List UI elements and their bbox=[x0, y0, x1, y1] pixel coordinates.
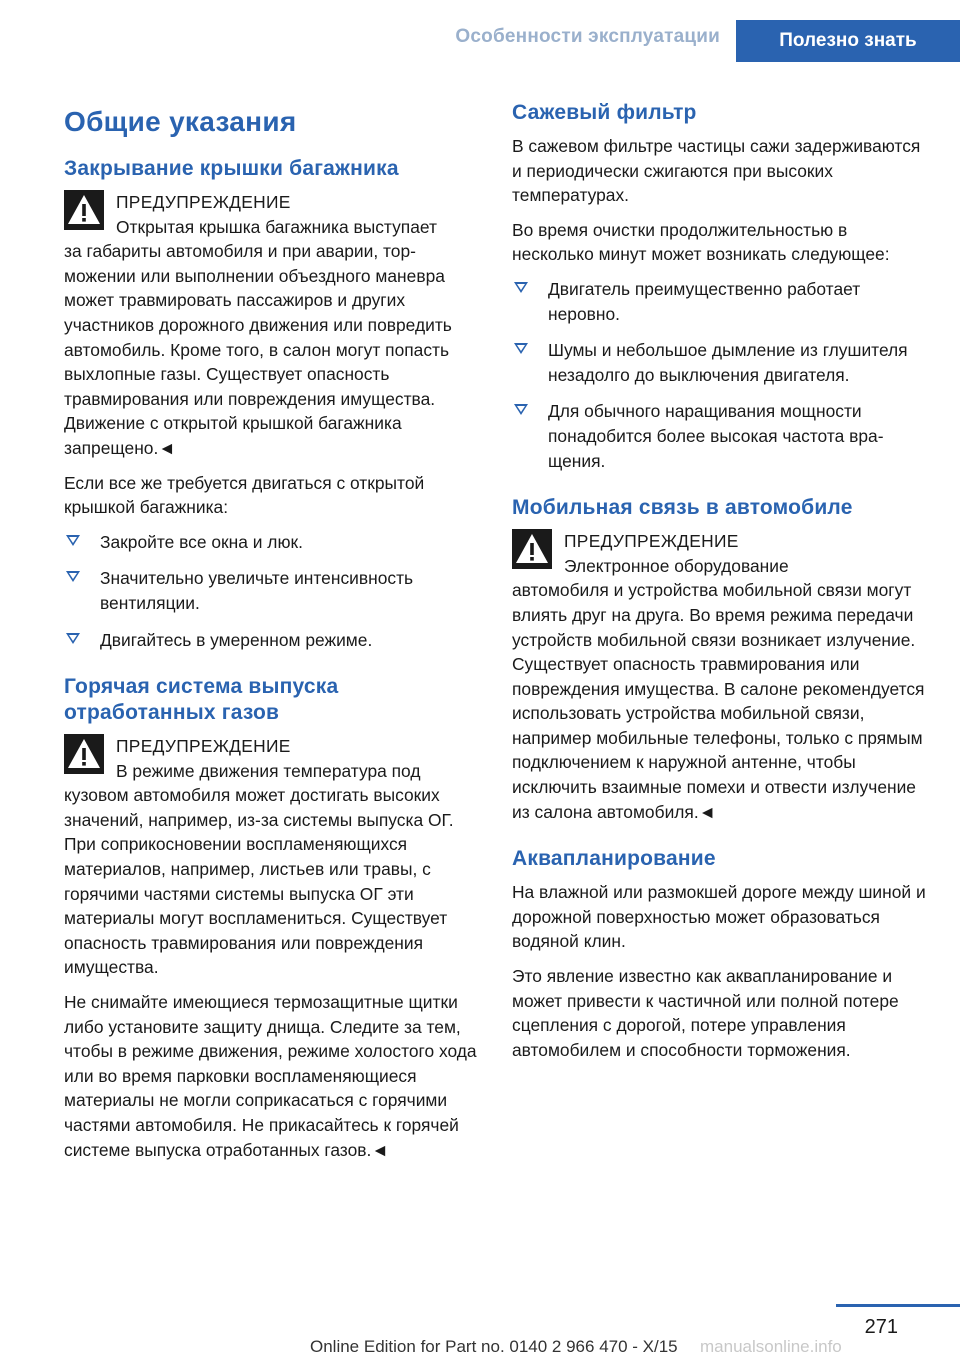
soot-heading: Сажевый фильтр bbox=[512, 101, 697, 124]
trunk-heading: Закрывание крышки багажника bbox=[64, 157, 399, 180]
trunk-intro: Если все же требуется двигаться с открытой крышкой багажника: bbox=[64, 472, 425, 518]
header-chapter-tab[interactable]: Полезно знать bbox=[736, 20, 960, 62]
page-number: 271 bbox=[864, 1316, 898, 1338]
exhaust-text: Не снимайте имеющиеся термозащитные щитки либо установите защиту днища. Следите за тем, чтобы в режиме движения, режиме холостого хода или во время парковки воспламеняющиеся материалы не могли соприкасаться с горячими частями автомобиля. Не прикасайтесь к горячей системе выпуска отработанных газов.◄ bbox=[64, 992, 477, 1160]
aquaplaning-paragraph-1: На влажной или размокшей дороге между шиной и дорожной поверхностью может образоваться водяной клин. bbox=[512, 882, 926, 952]
watermark-text: manualsonline.info bbox=[700, 1337, 842, 1356]
page-number-rule bbox=[836, 1304, 960, 1307]
warning-triangle-icon bbox=[512, 529, 552, 569]
bullet-triangle-icon bbox=[514, 343, 528, 354]
aquaplaning-paragraph-2: Это явление известно как аквапланирование и может привести к частичной или полной потере сцепления с дорогой, потере управления автомобилем и способности торможения. bbox=[512, 966, 899, 1060]
warning-lead: Электронное оборудование bbox=[564, 555, 789, 576]
warning-title: ПРЕДУПРЕЖДЕНИЕ bbox=[116, 192, 291, 212]
warning-title: ПРЕДУПРЕЖДЕНИЕ bbox=[564, 531, 739, 552]
warning-triangle-icon bbox=[64, 190, 104, 230]
warning-lead: В режиме движения температура под bbox=[116, 760, 421, 781]
soot-paragraph-1: В сажевом фильтре частицы сажи задерживаются и периодически сжигаются при высоких температурах. bbox=[512, 136, 921, 206]
bullet-triangle-icon bbox=[66, 633, 80, 644]
bullet-triangle-icon bbox=[66, 535, 80, 546]
warning-lead: Открытая крышка багажника выступает bbox=[116, 216, 437, 237]
soot-paragraph-2: Во время очистки продолжительностью в несколько минут может возникать следующее: bbox=[512, 219, 890, 265]
header-section-title: Особенности эксплуатации bbox=[455, 26, 720, 47]
warning-title: ПРЕДУПРЕЖДЕНИЕ bbox=[116, 736, 291, 757]
exhaust-warning bbox=[64, 734, 480, 980]
list-item: Значительно увеличьте интенсивность вентиляции. bbox=[64, 566, 480, 615]
list-item: Шумы и небольшое дымление из глушителя незадолго до выключения двигателя. bbox=[512, 338, 928, 387]
warning-text: за габариты автомобиля и при аварии, торможении или выполнении объездного маневра может травмировать пассажиров и других участников дорожного движения или повредить автомобиль. Кроме того, в салон могут попасть выхлопные газы. Существует опасность травмирования или повреждения имущества. Движение с открытой крышкой багажника запрещено.◄ bbox=[64, 241, 452, 458]
page-header bbox=[0, 0, 960, 62]
list-item: Двигайтесь в умеренном режиме. bbox=[64, 628, 480, 653]
bullet-triangle-icon bbox=[514, 404, 528, 415]
aquaplaning-heading: Аквапланирование bbox=[512, 847, 716, 871]
left-column bbox=[64, 100, 480, 1172]
bullet-triangle-icon bbox=[66, 571, 80, 582]
warning-triangle-icon bbox=[64, 734, 104, 774]
bullet-triangle-icon bbox=[514, 282, 528, 293]
mobile-heading: Мобильная связь в автомобиле bbox=[512, 496, 853, 520]
soot-bullet-list bbox=[512, 277, 928, 473]
page-title: Общие указания bbox=[64, 106, 297, 137]
mobile-warning bbox=[512, 529, 928, 824]
trunk-warning bbox=[64, 190, 480, 461]
list-item: Закройте все окна и люк. bbox=[64, 530, 480, 555]
warning-text: кузовом автомобиля может достигать высоких значений, например, из-за системы выпуска ОГ. При соприкосновении воспламеняющихся материалов, например, листьев или травы, с горячими частями системы выпуска ОГ эти материалы могут воспламениться. Существует опасность травмирования или повреждения имущества. bbox=[64, 785, 454, 978]
exhaust-heading: Горячая система выпуска отработанных газов bbox=[64, 675, 339, 725]
right-column bbox=[512, 100, 928, 1072]
edition-footer: Online Edition for Part no. 0140 2 966 470 - X/15 bbox=[310, 1337, 678, 1356]
trunk-bullet-list bbox=[64, 530, 480, 652]
list-item: Для обычного наращивания мощности понадобится более высокая частота вращения. bbox=[512, 399, 928, 473]
warning-text: автомобиля и устройства мобильной связи могут влиять друг на друга. Во время режима передачи устройств мобильной связи возникает излучение. Существует опасность травмирования или повреждения имущества. В салоне рекомендуется использовать устройства мобильной связи, например мобильные телефоны, только с прямым подключением к наружной антенне, чтобы исключить взаимные помехи и отвести излучение из салона автомобиля.◄ bbox=[512, 580, 925, 822]
list-item: Двигатель преимущественно работает неровно. bbox=[512, 277, 928, 326]
